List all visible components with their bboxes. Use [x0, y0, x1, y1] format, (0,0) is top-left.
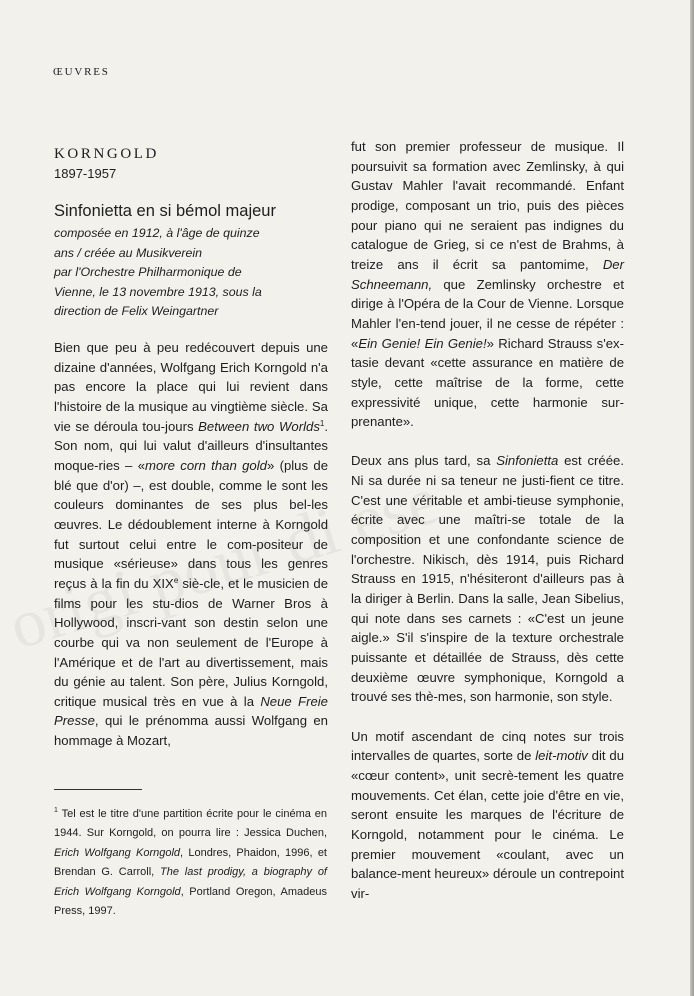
text-run: fut son premier professeur de musique. Il poursuivit sa formation avec Zemlinsky, à qui Gustav Mahler l'avait recommandé. Enfant prodige, composant un trio, puis des pièces pour piano qui ne seraient pas indignes du catalogue de Grieg, si ce n'est de Brahms, à treize ans il écrit sa pantomime, [351, 139, 624, 272]
book-title: The last prodigy, a biography of Erich Wolfgang Korngold [54, 866, 327, 898]
text-run: Bien que peu à peu redécouvert depuis une dizaine d'années, Wolfgang Erich Korngold n'a pas encore la place qui lui revient dans l'histoire de la musique au vingtième siècle. Sa vie se déroula tou-jours [54, 340, 328, 434]
subtitle-line: ans / créée au Musikverein [54, 245, 203, 260]
section-header: ŒUVRES [53, 66, 110, 78]
text-run: . Son nom, qui lui valut d'ailleurs d'insultantes moque-ries – « [54, 418, 328, 473]
composer-dates: 1897-1957 [54, 166, 117, 181]
footnote-divider [54, 789, 142, 790]
newspaper-title: Neue Freie Presse [54, 693, 328, 729]
text-run: , Portland Oregon, Amadeus Press, 1997. [54, 885, 327, 918]
work-name-italic: Der Schneemann, [351, 256, 624, 292]
superscript-e: e [173, 575, 179, 585]
page-edge-shadow [690, 0, 694, 996]
subtitle-line: direction de Felix Weingartner [54, 304, 219, 319]
work-subtitle [54, 224, 316, 322]
text-run: dit du «cœur content», unit secrè-tement les quatre mouvements. Cet élan, cette joie d'être en vie, seront ensuite les marques de l'écriture de Korngold, notamment pour le cinéma. Le premier mouvement «coulant, avec un balance-ment heureux» déroule un contrepoint vir- [351, 748, 625, 901]
text-run: , Londres, Phaidon, 1996, et Brendan G. Carroll, [54, 846, 327, 879]
quote-italic: Ein Genie! Ein Genie! [358, 335, 487, 351]
text-run: Deux ans plus tard, sa [351, 453, 497, 469]
term-italic: leit-motiv [535, 748, 588, 764]
text-run: est créée. Ni sa durée ni sa teneur ne justi-fient ce titre. C'est une véritable et ambi-tieuse symphonie, écrite avec une maîtri-se totale de la composition et une confondante science de l'orchestre. Nikisch, dès 1914, puis Richard Strauss en 1915, n'hésiteront d'ailleurs pas à la diriger à Berlin. Dans la salle, Jean Sibelius, qui note dans ses carnets : «C'est un jeune aigle.» S'il s'inspire de la texture orchestrale puissante et détaillée de Strauss, dès cette deuxième œuvre symphonique, Korngold a trouvé ses thè-mes, son harmonie, son style. [351, 453, 624, 705]
subtitle-line: Vienne, le 13 novembre 1913, sous la [54, 284, 262, 299]
text-column-right [351, 137, 624, 903]
text-run: Un motif ascendant de cinq notes sur trois intervalles de quartes, sorte de [351, 728, 624, 764]
subtitle-line: par l'Orchestre Philharmonique de [54, 265, 242, 280]
subtitle-line: composée en 1912, à l'âge de quinze [54, 226, 260, 240]
footnote-ref: 1 [319, 418, 325, 428]
work-title: Sinfonietta en si bémol majeur [54, 202, 276, 220]
footnote-number: 1 [54, 807, 58, 814]
text-run: que Zemlinsky orchestre et dirige à l'Opéra de la Cour de Vienne. Lorsque Mahler l'en-tend jouer, il ne cesse de répéter : « [351, 276, 624, 351]
body-paragraph-2 [351, 451, 624, 707]
body-paragraph-1-part-1 [54, 338, 328, 751]
book-title: Between two Worlds [198, 418, 320, 434]
quote-italic: more corn than gold [145, 457, 267, 473]
text-column-left [54, 338, 328, 751]
text-run: » Richard Strauss s'ex-tasie devant «cette assurance en matière de style, cette maîtrise de la forme, cette expressivité unique, cette harmonie sur-prenante». [351, 335, 624, 430]
body-paragraph-1-part-2 [351, 137, 624, 432]
text-run: siè-cle, et le musicien de films pour les stu-dios de Warner Bros à Hollywood, inscri-vant son destin selon une courbe qui va non seulement de l'Europe à l'Amérique et de l'art au divertissement, mais du génie au talent. Son père, Julius Korngold, critique musical très en vue à la [54, 575, 328, 709]
text-run: , qui le prénomma aussi Wolfgang en hommage à Mozart, [54, 713, 328, 749]
footnote [54, 805, 327, 921]
composer-name: KORNGOLD [54, 146, 159, 162]
text-run: » (plus de blé que d'or) –, est double, comme le sont les couleurs dominantes de ses plus bel-les œuvres. Le dédoublement interne à Korngold fut surtout celui entre le com-positeur de musique «sérieuse» dans tous les genres reçus à la fin du XIX [54, 457, 329, 591]
body-paragraph-3 [351, 727, 624, 904]
text-run: Tel est le titre d'une partition écrite pour le cinéma en 1944. Sur Korngold, on pourra lire : Jessica Duchen, [54, 808, 327, 840]
book-title: Erich Wolfgang Korngold [54, 846, 181, 859]
work-name-italic: Sinfonietta [496, 453, 559, 469]
